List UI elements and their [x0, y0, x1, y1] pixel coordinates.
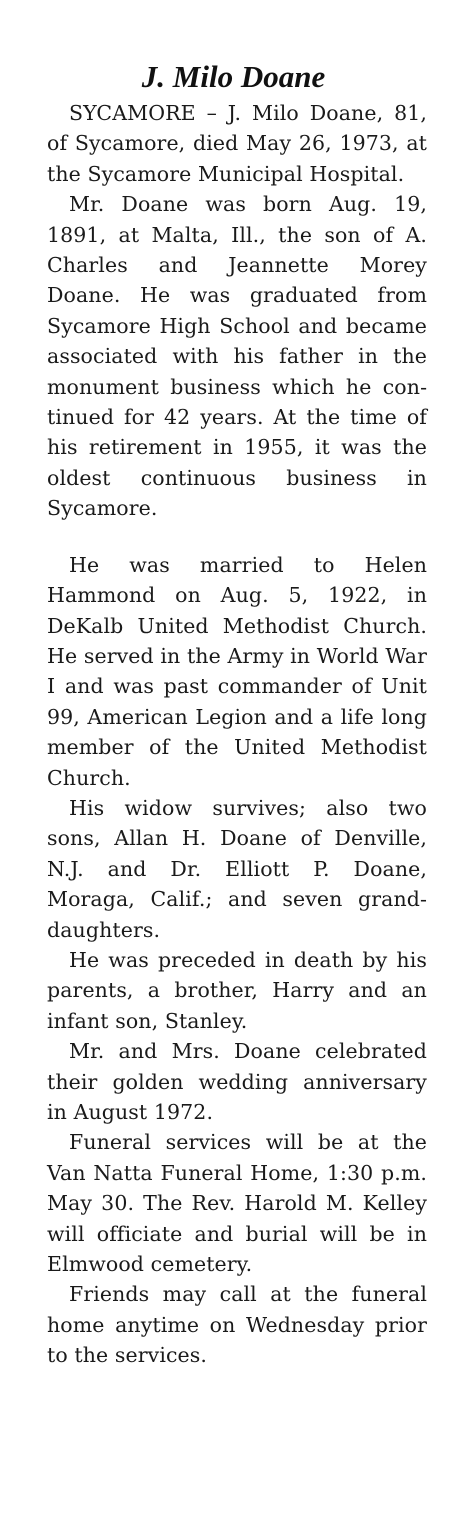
obituary-headline: J. Milo Doane	[141, 59, 326, 94]
paragraph-survivors: His widow survives; also two sons, Allan H. Doane of Denville, N.J. and Dr. Elliott P. Doane, Moraga, Calif.; and seven grand-daughters.	[47, 795, 427, 942]
paragraph-funeral: Funeral services will be at the Van Natta Funeral Home, 1:30 p.m. May 30. The Rev. Harold M. Kelley will officiate and burial will be in Elmwood cemetery.	[47, 1130, 427, 1277]
obituary-body	[47, 98, 427, 1371]
paragraph-preceded: He was preceded in death by his parents, a brother, Harry and an infant son, Stanley.	[47, 947, 427, 1033]
paragraph-gap	[47, 524, 427, 550]
paragraph-visitation: Friends may call at the funeral home anytime on Wednesday prior to the services.	[47, 1282, 427, 1368]
paragraph-anniversary: Mr. and Mrs. Doane celebrated their golden wedding anniversary in August 1972.	[47, 1039, 427, 1124]
paragraph-marriage-service: He was married to Helen Hammond on Aug. 5, 1922, in DeKalb United Methodist Church. He served in the Army in World War I and was past commander of Unit 99, American Legion and a life long member of the United Methodist Church.	[47, 552, 427, 790]
paragraph-death-notice: SYCAMORE – J. Milo Doane, 81, of Sycamore, died May 26, 1973, at the Sycamore Municipal Hospital.	[47, 101, 427, 186]
paragraph-biography: Mr. Doane was born Aug. 19, 1891, at Malta, Ill., the son of A. Charles and Jeannette Morey Doane. He was graduated from Sycamore High School and became associated with his father in the monument business which he continued for 42 years. At the time of his retirement in 1955, it was the oldest continuous business in Sycamore.	[47, 192, 427, 521]
